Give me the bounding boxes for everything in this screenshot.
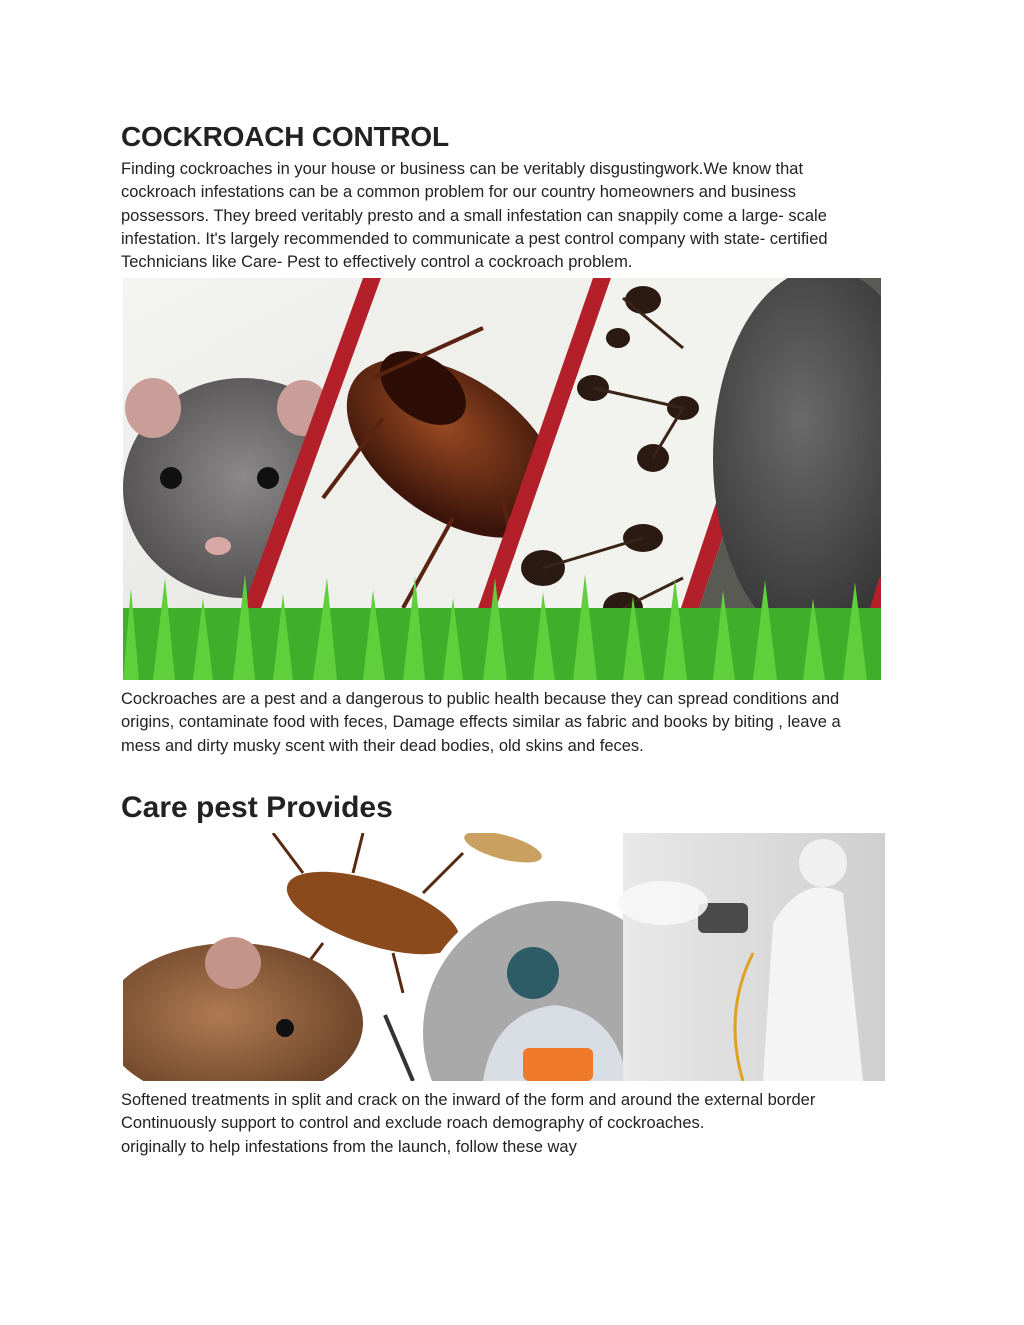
paragraph-line: Softened treatments in split and crack on the inward of the form and around the external border <box>121 1091 816 1109</box>
intro-line: Finding cockroaches in your house or business can be veritably disgustingwork.We know that <box>121 160 804 178</box>
services-paragraph <box>121 1089 891 1159</box>
paragraph-line: Cockroaches are a pest and a dangerous to public health because they can spread conditions and <box>121 690 840 708</box>
paragraph-line: origins, contaminate food with feces, Damage effects similar as fabric and books by biting , leave a <box>121 713 841 732</box>
paragraph-line: originally to help infestations from the launch, follow these way <box>121 1137 577 1156</box>
section-heading: Care pest Provides <box>121 791 393 824</box>
intro-line: cockroach infestations can be a common problem for our country homeowners and business <box>121 183 797 202</box>
paragraph-line: mess and dirty musky scent with their dead bodies, old skins and feces. <box>121 736 644 755</box>
intro-line: infestation. It's largely recommended to communicate a pest control company with state- certified <box>121 229 828 248</box>
page-title: COCKROACH CONTROL <box>121 121 449 152</box>
intro-line: possessors. They breed veritably presto and a small infestation can snappily come a large- scale <box>121 206 827 225</box>
intro-line: Technicians like Care- Pest to effectively control a cockroach problem. <box>121 253 633 272</box>
health-risk-paragraph <box>121 688 891 758</box>
pest-control-service-image <box>123 833 885 1081</box>
paragraph-line: Continuously support to control and exclude roach demography of cockroaches. <box>121 1114 705 1133</box>
intro-paragraph <box>121 158 891 274</box>
pests-collage-image <box>123 278 881 680</box>
